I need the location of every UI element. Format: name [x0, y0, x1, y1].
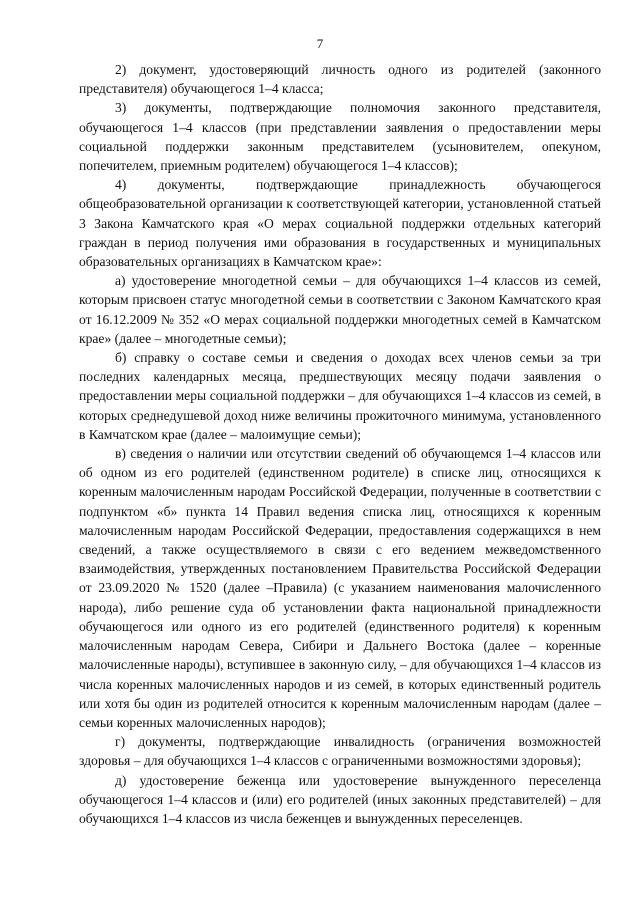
subparagraph-a: а) удостоверение многодетной семьи – для обучающихся 1–4 классов из семей, которым присвоен статус многодетной семьи в соответствии с Законом Камчатского края от 16.12.2009 № 352 «О мерах социальной поддержки многодетных семей в Камчатском крае» (далее – многодетные семьи);	[79, 273, 601, 346]
subparagraph-v: в) сведения о наличии или отсутствии сведений об обучающемся 1–4 классов или об одном из его родителей (единственном родителе) в списке лиц, относящихся к коренным малочисленным народам Российской Федерации, полученные в соответствии с подпунктом «б» пункта 14 Правил ведения списка лиц, относящихся к коренным малочисленным народам Российской Федерации, предоставления содержащихся в нем сведений, а также осуществляемого в связи с его ведением межведомственного взаимодействия, утвержденных постановлением Правительства Российской Федерации от 23.09.2020 № 1520 (далее –Правила) (с указанием наименования малочисленного народа), либо решение суда об установлении факта национальной принадлежности обучающегося или одного из его родителей (единственного родителя) к коренным малочисленным народам Севера, Сибири и Дальнего Востока (далее – коренные малочисленные народы), вступившее в законную силу, – для обучающихся 1–4 классов из числа коренных малочисленных народов и из семей, в которых единственный родитель или хотя бы один из родителей относится к коренным малочисленным народам (далее – семьи коренных малочисленных народов);	[79, 446, 601, 730]
paragraph-item-4: 4) документы, подтверждающие принадлежность обучающегося общеобразовательной организации к соответствующей категории, установленной статьей 3 Закона Камчатского края «О мерах социальной поддержки отдельных категорий граждан в период получения ими образования в государственных и муниципальных образовательных организациях в Камчатском крае»:	[79, 177, 601, 270]
paragraph-item-3: 3) документы, подтверждающие полномочия законного представителя, обучающегося 1–4 классов (при представлении заявления о предоставлении меры социальной поддержки законным представителем (усыновителем, опекуном, попечителем, приемным родителем) обучающегося 1–4 классов);	[79, 100, 601, 174]
paragraph-item-2: 2) документ, удостоверяющий личность одного из родителей (законного представителя) обучающегося 1–4 класса;	[79, 62, 601, 97]
subparagraph-g: г) документы, подтверждающие инвалидность (ограничения возможностей здоровья – для обучающихся 1–4 классов с ограниченными возможностями здоровья);	[79, 734, 601, 769]
page-number: 7	[316, 36, 324, 51]
subparagraph-b: б) справку о составе семьи и сведения о доходах всех членов семьи за три последних календарных месяца, предшествующих месяцу подачи заявления о предоставлении меры социальной поддержки – для обучающихся 1–4 классов из семей, в которых среднедушевой доход ниже величины прожиточного минимума, установленного в Камчатском крае (далее – малоимущие семьи);	[79, 350, 601, 442]
document-body	[79, 60, 601, 828]
subparagraph-d: д) удостоверение беженца или удостоверение вынужденного переселенца обучающегося 1–4 классов и (или) его родителей (иных законных представителей) – для обучающихся 1–4 классов из числа беженцев и вынужденных переселенцев.	[79, 772, 601, 826]
